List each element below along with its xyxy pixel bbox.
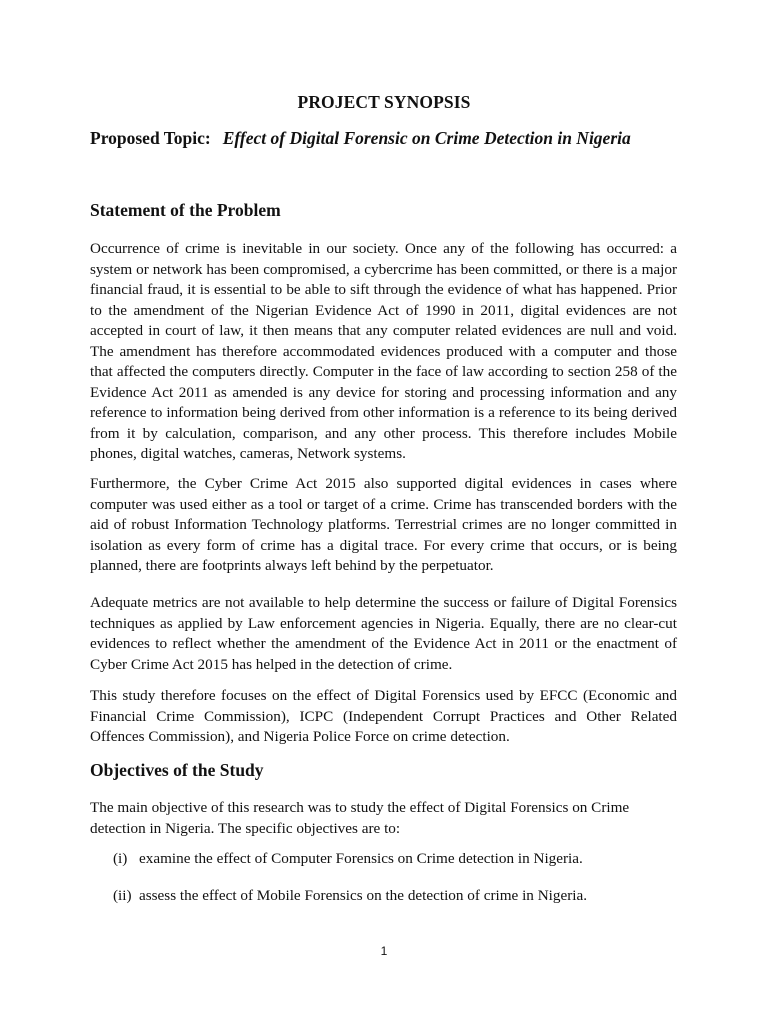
proposed-topic-text: Effect of Digital Forensic on Crime Detection in Nigeria: [222, 128, 631, 148]
section-heading-objectives: Objectives of the Study: [90, 760, 264, 780]
proposed-topic-label: Proposed Topic:: [90, 128, 211, 148]
objective-item-2: [113, 886, 587, 907]
document-title: PROJECT SYNOPSIS: [297, 92, 471, 112]
objective-item-number: (i): [113, 850, 128, 867]
problem-paragraph-4: This study therefore focuses on the effect of Digital Forensics used by EFCC (Economic and Financial Crime Commission), ICPC (Independent Corrupt Practices and Other Related Offences Commission), and Nigeria Police Force on crime detection.: [90, 687, 677, 745]
section-heading-problem: Statement of the Problem: [90, 200, 281, 220]
problem-paragraph-2: Furthermore, the Cyber Crime Act 2015 also supported digital evidences in cases where computer was used either as a tool or target of a crime. Crime has transcended borders with the aid of robust Information Technology platforms. Terrestrial crimes are no longer committed in isolation as every form of crime has a digital trace. For every crime that occurs, or is being planned, there are footprints always left behind by the perpetuator.: [90, 475, 677, 574]
objective-item-text: assess the effect of Mobile Forensics on the detection of crime in Nigeria.: [139, 887, 588, 904]
objectives-intro-line-2: detection in Nigeria. The specific objectives are to:: [90, 819, 401, 837]
objectives-intro-line-1: The main objective of this research was to study the effect of Digital Forensics on Crime: [90, 799, 630, 816]
problem-paragraph-3: Adequate metrics are not available to help determine the success or failure of Digital Forensics techniques as applied by Law enforcement agencies in Nigeria. Equally, there are no clear-cut evidences to reflect whether the amendment of the Evidence Act in 2011 or the enactment of Cyber Crime Act 2015 has helped in the detection of crime.: [90, 594, 677, 673]
problem-paragraph-1: Occurrence of crime is inevitable in our society. Once any of the following has occurred: a system or network has been compromised, a cybercrime has been committed, or there is a major financial fraud, it is essential to be able to sift through the evidence of what has happened. Prior to the amendment of the Nigerian Evidence Act of 1990 in 2011, digital evidences are not accepted in court of law, it then means that any computer related evidences are null and void. The amendment has therefore accommodated evidences produced with a computer and those that affected the computers directly. Computer in the face of law according to section 258 of the Evidence Act 2011 as amended is any device for storing and processing information and any reference to information being derived from other information is a reference to its being derived from it by calculation, comparison, and any other process. This therefore includes Mobile phones, digital watches, cameras, Network systems.: [90, 240, 677, 462]
proposed-topic-line: [90, 128, 631, 149]
objective-item-number: (ii): [113, 887, 132, 904]
page-number: 1: [380, 944, 388, 958]
objective-item-text: examine the effect of Computer Forensics on Crime detection in Nigeria.: [139, 850, 583, 867]
objectives-intro: [90, 798, 677, 839]
objective-item-1: [113, 849, 583, 870]
